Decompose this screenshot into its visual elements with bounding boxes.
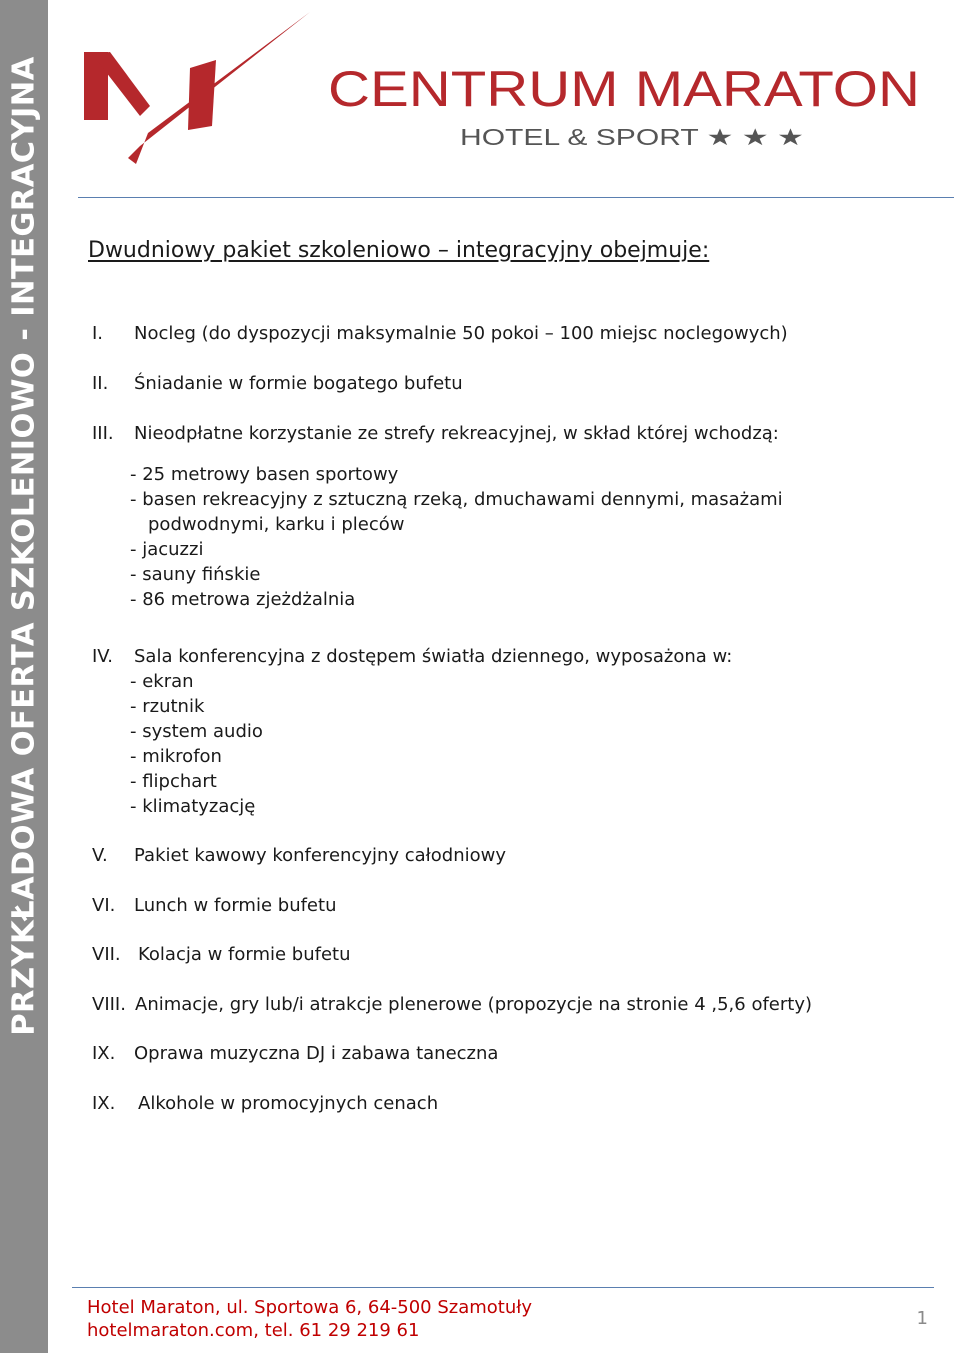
item-text: Lunch w formie bufetu [134, 895, 337, 916]
item-number: II. [92, 373, 109, 394]
item-number: IX. [92, 1043, 116, 1064]
item-number: III. [92, 423, 114, 444]
logo-name: CENTRUM MARATON [328, 61, 920, 117]
header-divider [78, 197, 954, 198]
logo-subtitle: HOTEL & SPORT ★ ★ ★ [460, 124, 804, 150]
item-text: Animacje, gry lub/i atrakcje plenerowe (propozycje na stronie 4 ,5,6 oferty) [135, 994, 812, 1015]
item-number: V. [92, 845, 108, 866]
page-number: 1 [916, 1308, 928, 1329]
item-number: VIII. [92, 994, 126, 1015]
footer-divider [72, 1287, 934, 1288]
item-number: VI. [92, 895, 116, 916]
recreation-subitem: - jacuzzi [130, 539, 204, 560]
recreation-subitem: - basen rekreacyjny z sztuczną rzeką, dmuchawami dennymi, masażami [130, 489, 783, 510]
conference-subitem: - system audio [130, 721, 263, 742]
recreation-subitem: - 86 metrowa zjeżdżalnia [130, 589, 356, 610]
side-banner-text: PRZYKŁADOWA OFERTA SZKOLENIOWO - INTEGRACYJNA [6, 56, 42, 1036]
side-banner [0, 0, 48, 1353]
item-number: I. [92, 323, 104, 344]
item-text: Alkohole w promocyjnych cenach [138, 1093, 439, 1114]
recreation-subitem: podwodnymi, karku i pleców [148, 514, 405, 535]
logo-m-right-stroke [188, 60, 216, 130]
footer-contact: hotelmaraton.com, tel. 61 29 219 61 [87, 1320, 420, 1341]
conference-subitem: - ekran [130, 671, 194, 692]
recreation-subitem: - sauny fińskie [130, 564, 261, 585]
item-text: Oprawa muzyczna DJ i zabawa taneczna [134, 1043, 499, 1064]
item-text: Sala konferencyjna z dostępem światła dziennego, wyposażona w: [134, 646, 733, 667]
recreation-subitem: - 25 metrowy basen sportowy [130, 464, 399, 485]
item-number: IX. [92, 1093, 116, 1114]
item-text: Kolacja w formie bufetu [138, 944, 351, 965]
conference-subitem: - klimatyzację [130, 796, 256, 817]
item-number: VII. [92, 944, 121, 965]
item-text: Nocleg (do dyspozycji maksymalnie 50 pokoi – 100 miejsc noclegowych) [134, 323, 788, 344]
item-text: Pakiet kawowy konferencyjny całodniowy [134, 845, 507, 866]
conference-subitem: - rzutnik [130, 696, 205, 717]
offer-title: Dwudniowy pakiet szkoleniowo – integracyjny obejmuje: [88, 238, 710, 263]
conference-subitem: - mikrofon [130, 746, 222, 767]
conference-subitem: - flipchart [130, 771, 217, 792]
logo-m-swoosh [128, 12, 310, 164]
footer-address: Hotel Maraton, ul. Sportowa 6, 64-500 Szamotuły [87, 1297, 533, 1318]
item-text: Nieodpłatne korzystanie ze strefy rekreacyjnej, w skład której wchodzą: [134, 423, 779, 444]
hotel-logo [78, 8, 938, 183]
item-number: IV. [92, 646, 114, 667]
item-text: Śniadanie w formie bogatego bufetu [134, 373, 463, 394]
